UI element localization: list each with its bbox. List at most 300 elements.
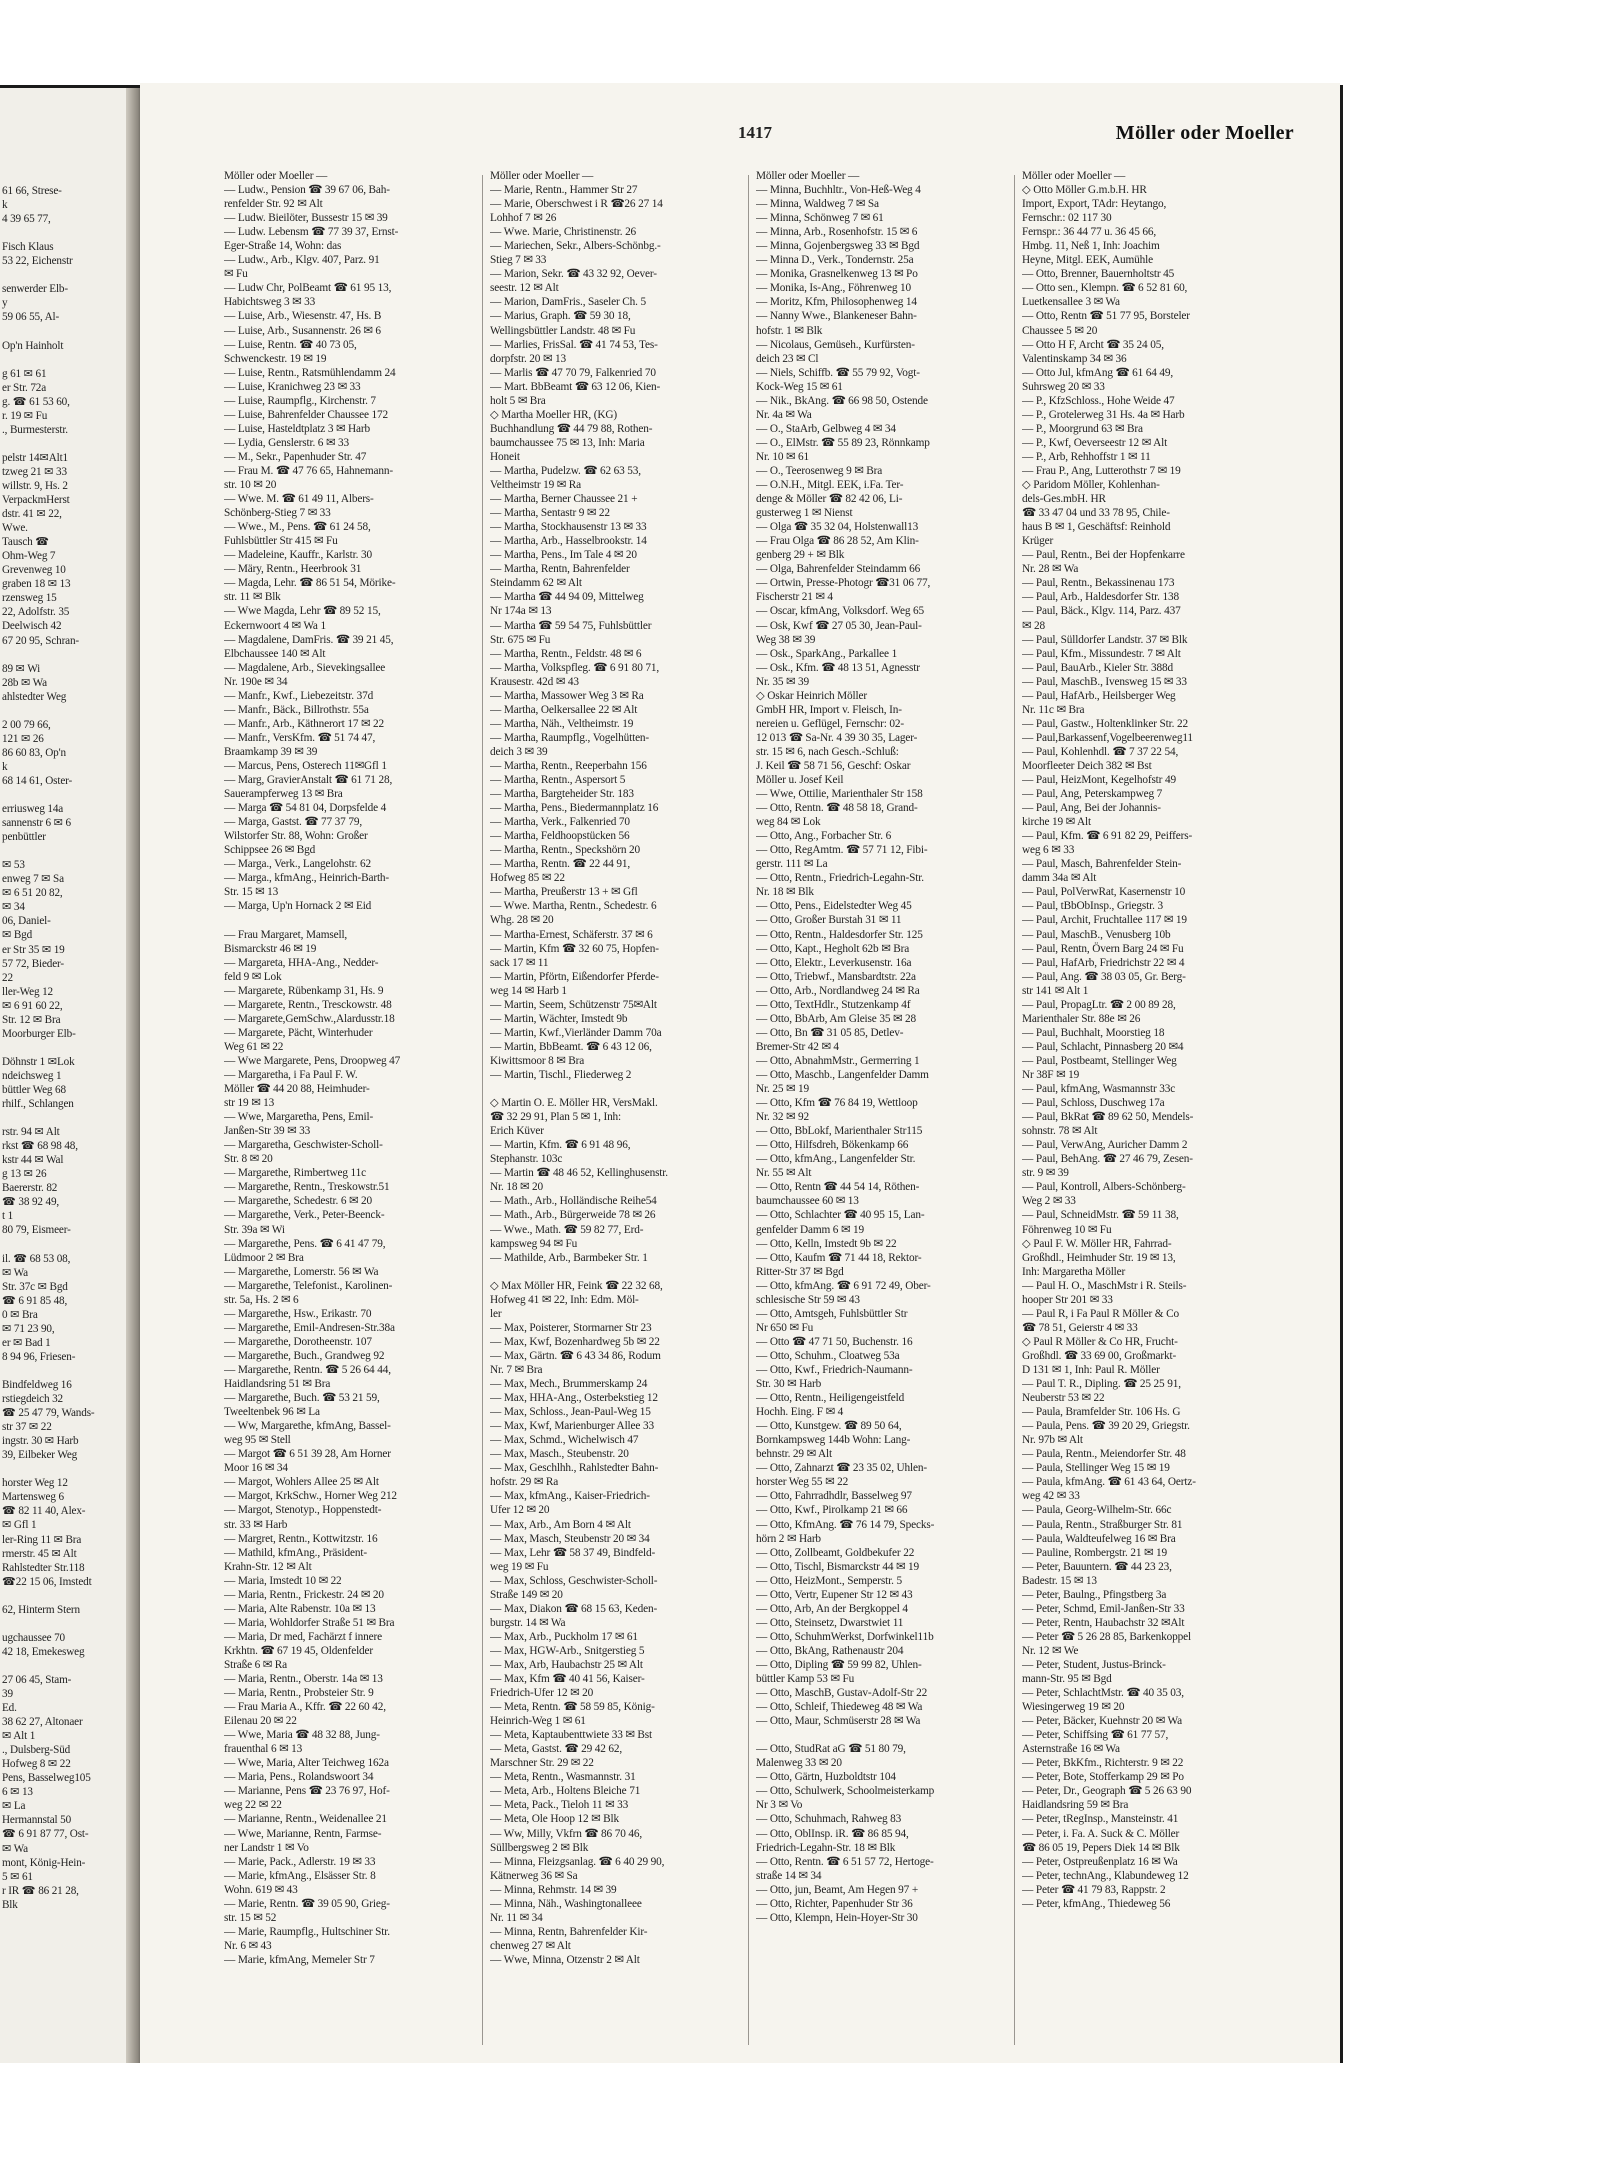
directory-entry-line: — Otto sen., Klempn. ☎ 6 52 81 60, <box>1022 282 1188 295</box>
directory-entry-line: — P., Arb, Rehhoffstr 1 ✉ 11 <box>1022 450 1151 463</box>
directory-entry-line: — Max, Lehr ☎ 58 37 49, Bindfeld- <box>490 1546 656 1559</box>
directory-entry-line: 06, Daniel- <box>2 915 51 928</box>
directory-entry-line: r. 19 ✉ Fu <box>2 409 48 422</box>
directory-entry-line: Hochh. Eing. F ✉ 4 <box>756 1406 844 1419</box>
directory-entry-line: Fuhlsbüttler Str 415 ✉ Fu <box>224 535 338 548</box>
directory-entry-line: Fernschr.: 02 117 30 <box>1022 212 1112 225</box>
directory-entry-line: Str. 12 ✉ Bra <box>2 1013 61 1026</box>
directory-entry-line: — Paul, Ang, Bei der Johannis- <box>1022 802 1161 815</box>
previous-page-text <box>2 184 136 1912</box>
directory-entry-line: — Peter, kfmAng., Thiedeweg 56 <box>1022 1897 1171 1910</box>
directory-entry-line: Kiwittsmoor 8 ✉ Bra <box>490 1054 585 1067</box>
directory-entry-line: Nr 3 ✉ Vo <box>756 1799 803 1812</box>
directory-entry-line: Möller ☎ 44 20 88, Heimhuder- <box>224 1083 370 1096</box>
directory-entry-line: — Paul, Ang. ☎ 38 03 05, Gr. Berg- <box>1022 970 1186 983</box>
directory-entry-line: — Margarethe, Rentn. ☎ 5 26 64 44, <box>224 1363 391 1376</box>
directory-entry-line: er Str 35 ✉ 19 <box>2 943 65 956</box>
directory-entry-line: — Margarethe, Buch. ☎ 53 21 59, <box>224 1392 380 1405</box>
directory-entry-line: — Niels, Schiffb. ☎ 55 79 92, Vogt- <box>756 366 920 379</box>
directory-entry-line: — Wwe, Ottilie, Marienthaler Str 158 <box>756 788 923 801</box>
directory-entry-line: str. 5a, Hs. 2 ✉ 6 <box>224 1293 299 1306</box>
directory-entry-line: Str. 8 ✉ 20 <box>224 1153 273 1166</box>
directory-entry-line: büttler Weg 68 <box>2 1084 66 1096</box>
directory-entry-line: — Otto, StudRat aG ☎ 51 80 79, <box>756 1743 906 1756</box>
directory-entry-line: — Wwe Margarete, Pens, Droopweg 47 <box>224 1054 401 1067</box>
directory-entry-line: — Martha, Volkspfleg. ☎ 6 91 80 71, <box>490 661 660 674</box>
directory-entry-line: — Ludw., Arb., Klgv. 407, Parz. 91 <box>224 254 380 267</box>
directory-entry-line: Sauerampferweg 13 ✉ Bra <box>224 788 343 801</box>
directory-entry-line: — Martin, Seem, Schützenstr 75✉Alt <box>490 998 657 1011</box>
directory-entry-line: — Martha, Arb., Hasselbrookstr. 14 <box>490 535 647 548</box>
directory-entry-line: — Otto, kfmAng., Langenfelder Str. <box>756 1153 916 1166</box>
directory-entry-line: — Martha, Rentn., Feldstr. 48 ✉ 6 <box>490 647 642 660</box>
directory-entry-line: — Mathilde, Arb., Barmbeker Str. 1 <box>490 1251 648 1264</box>
directory-entry-line: — Paul, Masch, Bahrenfelder Stein- <box>1022 858 1182 871</box>
directory-entry-line: Tweeltenbek 96 ✉ La <box>224 1406 320 1419</box>
directory-entry-line: — Ortwin, Presse-Photogr ☎31 06 77, <box>756 577 931 590</box>
directory-entry-line: gusterweg 1 ✉ Nienst <box>756 507 853 520</box>
directory-entry-line: — Marie, Rentn. ☎ 39 05 90, Grieg- <box>224 1897 390 1910</box>
directory-entry-line: k <box>2 199 8 212</box>
running-head: Möller oder Moeller <box>1115 122 1294 144</box>
directory-entry-line: — Max, Geschlhh., Rahlstedter Bahn- <box>490 1462 659 1475</box>
directory-entry-line: — Paula, Rentn., Straßburger Str. 81 <box>1022 1518 1183 1531</box>
column-rule <box>1014 175 1015 2045</box>
directory-entry-line: — Minna, Buchhltr., Von-Heß-Weg 4 <box>756 184 921 197</box>
directory-entry-line: — Manfr., Bäck., Billrothstr. 55a <box>224 703 369 716</box>
directory-entry-line: ✉ 71 23 90, <box>2 1322 55 1335</box>
directory-entry-line: y <box>2 297 8 310</box>
directory-entry-line: — Otto, Zollbeamt, Goldbekufer 22 <box>756 1546 915 1559</box>
directory-entry-line: — Nik., BkAng. ☎ 66 98 50, Ostende <box>756 394 928 407</box>
directory-entry-line: rkst ☎ 68 98 48, <box>2 1140 78 1153</box>
directory-entry-line: — Otto, Amtsgeh, Fuhlsbüttler Str <box>756 1307 908 1320</box>
directory-entry-line: — Otto Jul, kfmAng ☎ 61 64 49, <box>1022 366 1174 379</box>
directory-entry-line: — Martha, Rentn., Speckshörn 20 <box>490 844 641 857</box>
directory-entry-line: — Frau P., Ang, Lutterothstr 7 ✉ 19 <box>1022 464 1181 477</box>
directory-column-4 <box>1022 169 1274 2049</box>
directory-entry-line: — Peter, tRegInsp., Mansteinstr. 41 <box>1022 1813 1179 1826</box>
directory-entry-line: — Otto, Rentn ☎ 51 77 95, Borsteler <box>1022 310 1190 323</box>
directory-entry-line: il. ☎ 68 53 08, <box>2 1252 71 1265</box>
directory-entry-line: Fisch Klaus <box>2 241 54 254</box>
directory-entry-line: — Manfr., VersKfm. ☎ 51 74 47, <box>224 731 376 744</box>
directory-entry-line: — Max, Kwf, Marienburger Allee 33 <box>490 1420 654 1433</box>
directory-entry-line: — O., StaArb, Gelbweg 4 ✉ 34 <box>756 422 896 435</box>
directory-entry-line: — Wwe, Minna, Otzenstr 2 ✉ Alt <box>490 1953 640 1966</box>
directory-entry-line: Nr. 12 ✉ We <box>1022 1644 1079 1657</box>
directory-entry-line: r IR ☎ 86 21 28, <box>2 1884 79 1897</box>
directory-entry-line: Nr. 32 ✉ 92 <box>756 1111 810 1124</box>
directory-entry-line: — Peter, Dr., Geograph ☎ 5 26 63 90 <box>1022 1785 1192 1798</box>
directory-entry-line: Nr. 7 ✉ Bra <box>490 1363 543 1376</box>
directory-entry-line: ◇ Max Möller HR, Feink ☎ 22 32 68, <box>490 1279 663 1292</box>
directory-entry-line: Deelwisch 42 <box>2 620 62 633</box>
directory-entry-line: ◇ Martha Moeller HR, (KG) <box>490 408 617 421</box>
directory-entry-line: — Oscar, kfmAng, Volksdorf. Weg 65 <box>756 605 924 618</box>
directory-entry-line: büttler Kamp 53 ✉ Fu <box>756 1673 855 1686</box>
directory-entry-line: — Martha, Rentn. ☎ 22 44 91, <box>490 858 631 871</box>
directory-entry-line: — Otto, Kaufm ☎ 71 44 18, Rektor- <box>756 1251 922 1264</box>
directory-entry-line <box>2 1617 136 1631</box>
directory-entry-line: — Olga ☎ 35 32 04, Holstenwall13 <box>756 521 919 534</box>
directory-entry-line: kstr 44 ✉ Wal <box>2 1154 64 1167</box>
directory-entry-line: — Otto, Schulwerk, Schoolmeisterkamp <box>756 1785 935 1798</box>
directory-entry-line: — Martha, Rentn., Reeperbahn 156 <box>490 759 647 772</box>
directory-entry-line: Ed. <box>2 1702 17 1715</box>
directory-entry-line: Großhdl. ☎ 33 69 00, Großmarkt- <box>1022 1349 1177 1362</box>
directory-entry-line: — Otto, Rentn. ☎ 48 58 18, Grand- <box>756 802 918 815</box>
directory-entry-line: — Moritz, Kfm, Philosophenweg 14 <box>756 296 917 309</box>
directory-entry-line: — Paul,Barkassenf,Vogelbeerenweg11 <box>1022 731 1193 744</box>
directory-entry-line: — Otto, Arb., Nordlandweg 24 ✉ Ra <box>756 984 920 997</box>
directory-entry-line: er Str. 72a <box>2 381 47 394</box>
directory-entry-line: — Minna D., Verk., Tondernstr. 25a <box>756 254 914 267</box>
directory-entry-line: — Maria, Rentn., Oberstr. 14a ✉ 13 <box>224 1673 383 1686</box>
directory-entry-line: — Luise, Kranichweg 23 ✉ 33 <box>224 380 361 393</box>
directory-entry-line: ndeichsweg 1 <box>2 1069 62 1082</box>
directory-entry-line: hofstr. 1 ✉ Blk <box>756 324 823 337</box>
directory-entry-line: dorpfstr. 20 ✉ 13 <box>490 352 566 365</box>
directory-entry-line: — Max, Arb., Am Born 4 ✉ Alt <box>490 1518 631 1531</box>
directory-entry-line: — Frau Margaret, Mamsell, <box>224 928 348 941</box>
directory-entry-line: — Max, Masch, Steubenstr 20 ✉ 34 <box>490 1532 650 1545</box>
directory-entry-line: — Meta, Pack., Tieloh 11 ✉ 33 <box>490 1799 629 1812</box>
right-margin <box>1343 0 1600 2177</box>
directory-entry-line: — Marga, Gastst. ☎ 77 37 79, <box>224 816 362 829</box>
directory-entry-line: Heyne, Mitgl. EEK, Aumühle <box>1022 254 1154 267</box>
directory-entry-line: — Marlis ☎ 47 70 79, Falkenried 70 <box>490 366 656 379</box>
directory-entry-line: weg 42 ✉ 33 <box>1022 1490 1080 1503</box>
directory-entry-line: — Peter, technAng., Klabundeweg 12 <box>1022 1869 1189 1882</box>
directory-entry-line: — Otto, OblInsp. iR. ☎ 86 85 94, <box>756 1827 909 1840</box>
directory-entry-line: — Marion, DamFris., Saseler Ch. 5 <box>490 296 647 309</box>
directory-entry-line <box>2 704 136 718</box>
directory-entry-line: — Marlies, FrisSal. ☎ 41 74 53, Tes- <box>490 338 658 351</box>
directory-entry-line: burgstr. 14 ✉ Wa <box>490 1616 566 1629</box>
directory-entry-line: ✉ 6 51 20 82, <box>2 887 63 900</box>
directory-entry-line <box>2 437 136 451</box>
directory-entry-line: — Mathild, kfmAng., Präsident- <box>224 1546 367 1559</box>
directory-entry-line: D 131 ✉ 1, Inh: Paul R. Möller <box>1022 1363 1160 1376</box>
directory-entry-line: — Margarethe, Verk., Peter-Beenck- <box>224 1209 385 1222</box>
directory-entry-line: — Peter, Rentn, Haubachstr 32 ✉Alt <box>1022 1616 1185 1629</box>
directory-entry-line: seestr. 12 ✉ Alt <box>490 282 559 295</box>
directory-entry-line: — Paul, BkRat ☎ 89 62 50, Mendels- <box>1022 1111 1194 1124</box>
directory-entry-line: — Otto, Großer Burstah 31 ✉ 11 <box>756 914 902 927</box>
directory-entry-line: ✉ Alt 1 <box>2 1730 36 1743</box>
directory-entry-line: hofstr. 29 ✉ Ra <box>490 1476 559 1489</box>
directory-entry-line: Ufer 12 ✉ 20 <box>490 1504 550 1517</box>
directory-entry-line: str. 15 ✉ 52 <box>224 1911 277 1924</box>
directory-entry-line: Möller oder Moeller — <box>490 170 594 182</box>
directory-entry-line: — Martha, Rentn., Aspersort 5 <box>490 774 626 787</box>
directory-entry-line: 22, Adolfstr. 35 <box>2 606 70 619</box>
directory-entry-line: — Otto, Dipling ☎ 59 99 82, Uhlen- <box>756 1658 922 1671</box>
directory-column-2 <box>490 169 740 2049</box>
directory-entry-line: — Maria, Alte Rabenstr. 10a ✉ 13 <box>224 1602 376 1615</box>
directory-entry-line: — O., Teerosenweg 9 ✉ Bra <box>756 464 883 477</box>
directory-entry-line: str. 10 ✉ 20 <box>224 479 277 492</box>
directory-entry-line: — Otto, Brenner, Bauernholtstr 45 <box>1022 268 1175 281</box>
directory-entry-line <box>490 1265 740 1279</box>
directory-entry-line: Bindfeldweg 16 <box>2 1378 72 1391</box>
directory-entry-line: — Otto, Rentn ☎ 44 54 14, Röthen- <box>756 1181 920 1194</box>
directory-entry-line: weg 84 ✉ Lok <box>756 816 821 829</box>
directory-entry-line <box>2 648 136 662</box>
directory-entry-line: — Max, Kwf, Bozenhardweg 5b ✉ 22 <box>490 1335 660 1348</box>
directory-entry-line: — Magdalene, DamFris. ☎ 39 21 45, <box>224 633 394 646</box>
directory-entry-line: — Otto, Steinsetz, Dwarstwiet 11 <box>756 1616 904 1629</box>
directory-entry-line: — Peter, Student, Justus-Brinck- <box>1022 1658 1166 1671</box>
directory-entry-line: rstiegdeich 32 <box>2 1393 63 1406</box>
directory-entry-line: ✉ Bgd <box>2 929 33 942</box>
directory-entry-line: 8 94 96, Friesen- <box>2 1350 76 1363</box>
directory-entry-line: Fischerstr 21 ✉ 4 <box>756 591 833 604</box>
directory-entry-line: nereien u. Geflügel, Fernschr: 02- <box>756 717 904 730</box>
directory-entry-line: ☎ 6 91 87 77, Ost- <box>2 1828 89 1841</box>
directory-entry-line <box>2 1364 136 1378</box>
directory-entry-line <box>2 1659 136 1673</box>
directory-entry-line: 57 72, Bieder- <box>2 957 64 970</box>
directory-entry-line: Rahlstedter Str.118 <box>2 1561 85 1574</box>
directory-entry-line: Nr. 25 ✉ 19 <box>756 1083 810 1096</box>
directory-entry-line: 6 ✉ 13 <box>2 1786 33 1799</box>
directory-entry-line: — Minna, Waldweg 7 ✉ Sa <box>756 198 879 211</box>
bottom-margin <box>0 2063 1600 2177</box>
directory-entry-line: — Luise, Rentn., Ratsmühlendamm 24 <box>224 366 396 379</box>
directory-entry-line: — Otto, RegAmtm. ☎ 57 71 12, Fibi- <box>756 844 928 857</box>
directory-entry-line: — Marie, kfmAng, Memeler Str 7 <box>224 1953 375 1966</box>
directory-entry-line: 86 60 83, Op'n <box>2 746 66 759</box>
directory-entry-line: 39 <box>2 1688 13 1701</box>
directory-entry-line: Lohhof 7 ✉ 26 <box>490 212 557 225</box>
directory-entry-line: — Paula, Bramfelder Str. 106 Hs. G <box>1022 1406 1181 1419</box>
directory-entry-line: — Frau Maria A., Kffr. ☎ 22 60 42, <box>224 1701 386 1714</box>
directory-entry-line: Str. 37c ✉ Bgd <box>2 1280 68 1293</box>
directory-entry-line: baumchaussee 60 ✉ 13 <box>756 1195 859 1208</box>
directory-entry-line: — Madeleine, Kauffr., Karlstr. 30 <box>224 549 372 562</box>
directory-entry-line: — Frau M. ☎ 47 76 65, Hahnemann- <box>224 464 393 477</box>
directory-entry-line: — O.N.H., Mitgl. EEK, i.Fa. Ter- <box>756 479 904 492</box>
directory-entry-line: — Paula, Pens. ☎ 39 20 29, Griegstr. <box>1022 1420 1190 1433</box>
directory-entry-line: — Magdalene, Arb., Sievekingsallee <box>224 661 386 674</box>
directory-entry-line: — Max, Kfm ☎ 40 41 56, Kaiser- <box>490 1673 645 1686</box>
directory-entry-line: Asternstraße 16 ✉ Wa <box>1022 1743 1120 1756</box>
directory-entry-line: ahlstedter Weg <box>2 690 67 703</box>
directory-entry-line: — Margarethe, Lomerstr. 56 ✉ Wa <box>224 1265 379 1278</box>
directory-entry-line: — Martin ☎ 48 46 52, Kellinghusenstr. <box>490 1167 668 1180</box>
directory-entry-line: — Marga, Up'n Hornack 2 ✉ Eid <box>224 900 372 913</box>
directory-entry-line: — Maria, Pens., Rolandswoort 34 <box>224 1771 374 1784</box>
directory-entry-line: Braamkamp 39 ✉ 39 <box>224 745 318 758</box>
directory-entry-line: — Marie, Pack., Adlerstr. 19 ✉ 33 <box>224 1855 376 1868</box>
directory-entry-line: — Otto, Schlachter ☎ 40 95 15, Lan- <box>756 1209 925 1222</box>
directory-entry-line: — Wwe. M. ☎ 61 49 11, Albers- <box>224 493 374 506</box>
directory-entry-line: — Martha, Pudelzw. ☎ 62 63 53, <box>490 464 641 477</box>
directory-entry-line: — Wwe., M., Pens. ☎ 61 24 58, <box>224 521 371 534</box>
directory-entry-line <box>2 1462 136 1476</box>
directory-entry-line: Hofweg 85 ✉ 22 <box>490 872 565 885</box>
directory-entry-line: — Marianne, Pens ☎ 23 76 97, Hof- <box>224 1785 390 1798</box>
directory-entry-line: — Wwe., Math. ☎ 59 82 77, Erd- <box>490 1223 644 1236</box>
directory-entry-line: — Martin, Kfm. ☎ 6 91 48 96, <box>490 1139 631 1152</box>
directory-entry-line: Krüger <box>1022 535 1054 548</box>
directory-entry-line: ner Landstr 1 ✉ Vo <box>224 1841 309 1854</box>
directory-entry-line: 68 14 61, Oster- <box>2 774 73 787</box>
directory-entry-line: — Math., Arb., Bürgerweide 78 ✉ 26 <box>490 1209 656 1222</box>
directory-entry-line: damm 34a ✉ Alt <box>1022 872 1097 885</box>
directory-entry-line: — Margareta, HHA-Ang., Nedder- <box>224 956 379 969</box>
directory-entry-line: — Otto, Schleif, Thiedeweg 48 ✉ Wa <box>756 1701 923 1714</box>
directory-entry-line: — Max, Schmd., Wichelwisch 47 <box>490 1434 639 1447</box>
directory-entry-line: behnstr. 29 ✉ Alt <box>756 1448 832 1461</box>
directory-entry-line: — Minna, Rentn, Bahrenfelder Kir- <box>490 1925 648 1938</box>
directory-entry-line: — Max, HGW-Arb., Snitgerstieg 5 <box>490 1644 645 1657</box>
directory-entry-line: — Paula, Georg-Wilhelm-Str. 66c <box>1022 1504 1172 1517</box>
directory-entry-line: — Otto ☎ 47 71 50, Buchenstr. 16 <box>756 1335 913 1348</box>
directory-entry-line: Schippsee 26 ✉ Bgd <box>224 844 316 857</box>
directory-entry-line: — Max, HHA-Ang., Osterbekstieg 12 <box>490 1392 658 1405</box>
directory-entry-line: — Max, Masch., Steubenstr. 20 <box>490 1448 629 1461</box>
directory-entry-line: — Otto, Ang., Forbacher Str. 6 <box>756 830 892 843</box>
directory-entry-line: enweg 7 ✉ Sa <box>2 873 64 886</box>
directory-entry-line: 0 ✉ Bra <box>2 1308 38 1321</box>
directory-entry-line: 67 20 95, Schran- <box>2 634 79 647</box>
directory-entry-line <box>2 1111 136 1125</box>
directory-entry-line: mont, König-Hein- <box>2 1856 86 1869</box>
directory-entry-line: — Paul, Postbeamt, Stellinger Weg <box>1022 1054 1177 1067</box>
directory-entry-line: Wellingsbüttler Landstr. 48 ✉ Fu <box>490 324 636 337</box>
directory-entry-line: 62, Hinterm Stern <box>2 1603 80 1616</box>
directory-entry-line: Moorburger Elb- <box>2 1027 76 1040</box>
directory-entry-line: — Marie, Rentn., Hammer Str 27 <box>490 184 638 197</box>
directory-entry-line: — Paul, BehAng. ☎ 27 46 79, Zesen- <box>1022 1153 1193 1166</box>
directory-entry-line: — Otto, Arb, An der Bergkoppel 4 <box>756 1602 908 1615</box>
directory-entry-line: willstr. 9, Hs. 2 <box>2 479 68 492</box>
directory-entry-line: Döhnstr 1 ✉Lok <box>2 1055 75 1068</box>
directory-entry-line: — Wwe. Marie, Christinenstr. 26 <box>490 226 637 239</box>
directory-entry-line: — Otto, Hilfsdreh, Bökenkamp 66 <box>756 1139 909 1152</box>
directory-entry-line: — Martha, Pens., Biedermannplatz 16 <box>490 802 659 815</box>
directory-entry-line: — Otto, HeizMont., Semperstr. 5 <box>756 1574 902 1587</box>
directory-entry-line: Nr. 11 ✉ 34 <box>490 1911 543 1924</box>
directory-entry-line: penbüttler <box>2 831 46 844</box>
directory-entry-line: — Margarethe, Telefonist., Karolinen- <box>224 1279 393 1292</box>
directory-entry-line: — Max, kfmAng., Kaiser-Friedrich- <box>490 1490 650 1503</box>
directory-entry-line: str 19 ✉ 13 <box>224 1097 275 1110</box>
directory-entry-line: ✉ 28 <box>1022 619 1045 632</box>
directory-entry-line: Luetkensallee 3 ✉ Wa <box>1022 296 1120 309</box>
directory-entry-line: Nr. 55 ✉ Alt <box>756 1167 812 1180</box>
directory-entry-line: — Paul, Bäck., Klgv. 114, Parz. 437 <box>1022 605 1181 618</box>
directory-entry-line: Inh: Margaretha Möller <box>1022 1265 1126 1278</box>
directory-entry-line: — Margaretha, i Fa Paul F. W. <box>224 1069 358 1081</box>
directory-entry-line: ☎ 38 92 49, <box>2 1196 60 1209</box>
directory-entry-line: ✉ Wa <box>2 1266 28 1279</box>
directory-entry-line: — Max, Schloss, Geschwister-Scholl- <box>490 1574 658 1587</box>
directory-entry-line: Nr. 35 ✉ 39 <box>756 675 810 688</box>
directory-entry-line: 27 06 45, Stam- <box>2 1673 72 1686</box>
directory-entry-line: ✉ Gfl 1 <box>2 1519 37 1532</box>
directory-entry-line: — Wwe, Marianne, Rentn, Farmse- <box>224 1827 382 1840</box>
directory-entry-line: — Maria, Rentn., Probsteier Str. 9 <box>224 1687 374 1700</box>
directory-entry-line: Möller oder Moeller — <box>756 170 860 182</box>
directory-entry-line: 2 00 79 66, <box>2 718 51 731</box>
directory-entry-line: — Otto, Kwf., Friedrich-Naumann- <box>756 1363 913 1376</box>
directory-entry-line: — Paul, SchneidMstr. ☎ 59 11 38, <box>1022 1209 1179 1222</box>
directory-entry-line: — Wwe, Maria, Alter Teichweg 162a <box>224 1757 389 1770</box>
directory-entry-line: — Max, Arb, Haubachstr 25 ✉ Alt <box>490 1658 643 1671</box>
directory-entry-line: Marschner Str. 29 ✉ 22 <box>490 1757 594 1770</box>
directory-entry-line: haus B ✉ 1, Geschäftsf: Reinhold <box>1022 521 1171 534</box>
directory-entry-line: — Peter, Schiffsing ☎ 61 77 57, <box>1022 1729 1169 1742</box>
directory-entry-line: — Meta, Kaptaubenttwiete 33 ✉ Bst <box>490 1729 653 1742</box>
directory-entry-line: Kock-Weg 15 ✉ 61 <box>756 380 843 393</box>
directory-entry-line: — Lydia, Genslerstr. 6 ✉ 33 <box>224 436 349 449</box>
directory-entry-line: — Paul, Buchhalt, Moorstieg 18 <box>1022 1026 1165 1039</box>
directory-entry-line: sack 17 ✉ 11 <box>490 956 549 969</box>
directory-entry-line: — Otto, Zahnarzt ☎ 23 35 02, Uhlen- <box>756 1462 928 1475</box>
directory-entry-line: — Paul, Rentn., Bei der Hopfenkarre <box>1022 549 1185 562</box>
directory-entry-line: ler-Ring 11 ✉ Bra <box>2 1533 82 1546</box>
directory-entry-line: — Peter, Bauuntern. ☎ 44 23 23, <box>1022 1560 1172 1573</box>
directory-entry-line: holt 5 ✉ Bra <box>490 394 546 407</box>
directory-entry-line: — Otto, Rentn., Haldesdorfer Str. 125 <box>756 928 923 941</box>
directory-entry-line: deich 23 ✉ Cl <box>756 352 819 365</box>
directory-entry-line: — Marianne, Rentn., Weidenallee 21 <box>224 1813 387 1826</box>
directory-entry-line: Whg. 28 ✉ 20 <box>490 914 554 927</box>
directory-entry-line: — Nanny Wwe., Blankeneser Bahn- <box>756 310 917 323</box>
directory-entry-line: Malenweg 33 ✉ 20 <box>756 1757 842 1770</box>
directory-entry-line: — Monika, Is-Ang., Föhrenweg 10 <box>756 282 912 295</box>
directory-entry-line: tzweg 21 ✉ 33 <box>2 465 67 478</box>
directory-entry-line: — Märy, Rentn., Heerbrook 31 <box>224 563 362 576</box>
directory-entry-line: Krahn-Str. 12 ✉ Alt <box>224 1560 312 1573</box>
directory-entry-line: — Paul, Kohlenhdl. ☎ 7 37 22 54, <box>1022 745 1179 758</box>
directory-entry-line: frauenthal 6 ✉ 13 <box>224 1743 303 1756</box>
directory-entry-line: straße 14 ✉ 34 <box>756 1869 822 1882</box>
directory-entry-line: — Magda, Lehr. ☎ 86 51 54, Mörike- <box>224 577 396 590</box>
directory-entry-line: Moor 16 ✉ 34 <box>224 1462 288 1475</box>
directory-entry-line: — Luise, Arb., Susannenstr. 26 ✉ 6 <box>224 324 381 337</box>
directory-entry-line: Bismarckstr 46 ✉ 19 <box>224 942 317 955</box>
directory-entry-line: — Math., Arb., Holländische Reihe54 <box>490 1195 657 1208</box>
directory-entry-line: — Paul, VerwAng, Auricher Damm 2 <box>1022 1139 1188 1152</box>
directory-entry-line: kampsweg 94 ✉ Fu <box>490 1237 578 1250</box>
directory-entry-line: — Max, Gärtn. ☎ 6 43 34 86, Rodum <box>490 1349 661 1362</box>
directory-entry-line: — Otto, Bn ☎ 31 05 85, Detlev- <box>756 1026 904 1039</box>
directory-entry-line: — Ludw. Lebensm ☎ 77 39 37, Ernst- <box>224 226 399 239</box>
directory-entry-line: Neuberstr 53 ✉ 22 <box>1022 1392 1105 1405</box>
directory-entry-line: Valentinskamp 34 ✉ 36 <box>1022 352 1127 365</box>
directory-entry-line: ☎ 78 51, Geierstr 4 ✉ 33 <box>1022 1321 1138 1334</box>
directory-entry-line: Nr. 18 ✉ 20 <box>490 1181 544 1194</box>
directory-entry-line: — Margarete, Rentn., Tresckowstr. 48 <box>224 998 392 1011</box>
directory-entry-line: Marienthaler Str. 88e ✉ 26 <box>1022 1012 1141 1025</box>
directory-entry-line: — Otto, Kfm ☎ 76 84 19, Wettloop <box>756 1097 918 1110</box>
directory-entry-line: weg 22 ✉ 22 <box>224 1799 282 1812</box>
directory-entry-line: Import, Export, TAdr: Heytango, <box>1022 198 1167 211</box>
directory-entry-line: — Max, Poisterer, Stormarner Str 23 <box>490 1321 652 1334</box>
directory-entry-line: — Margarethe, Emil-Andresen-Str.38a <box>224 1321 395 1334</box>
directory-entry-line: — Manfr., Kwf., Liebezeitstr. 37d <box>224 689 374 702</box>
directory-entry-line: Wilstorfer Str. 88, Wohn: Großer <box>224 830 368 843</box>
directory-entry-line: Habichtsweg 3 ✉ 33 <box>224 296 316 309</box>
directory-entry-line: — Monika, Grasnelkenweg 13 ✉ Po <box>756 268 918 281</box>
directory-entry-line: — Paul, HeizMont, Kegelhofstr 49 <box>1022 774 1176 787</box>
directory-entry-line: dels-Ges.mbH. HR <box>1022 493 1106 506</box>
